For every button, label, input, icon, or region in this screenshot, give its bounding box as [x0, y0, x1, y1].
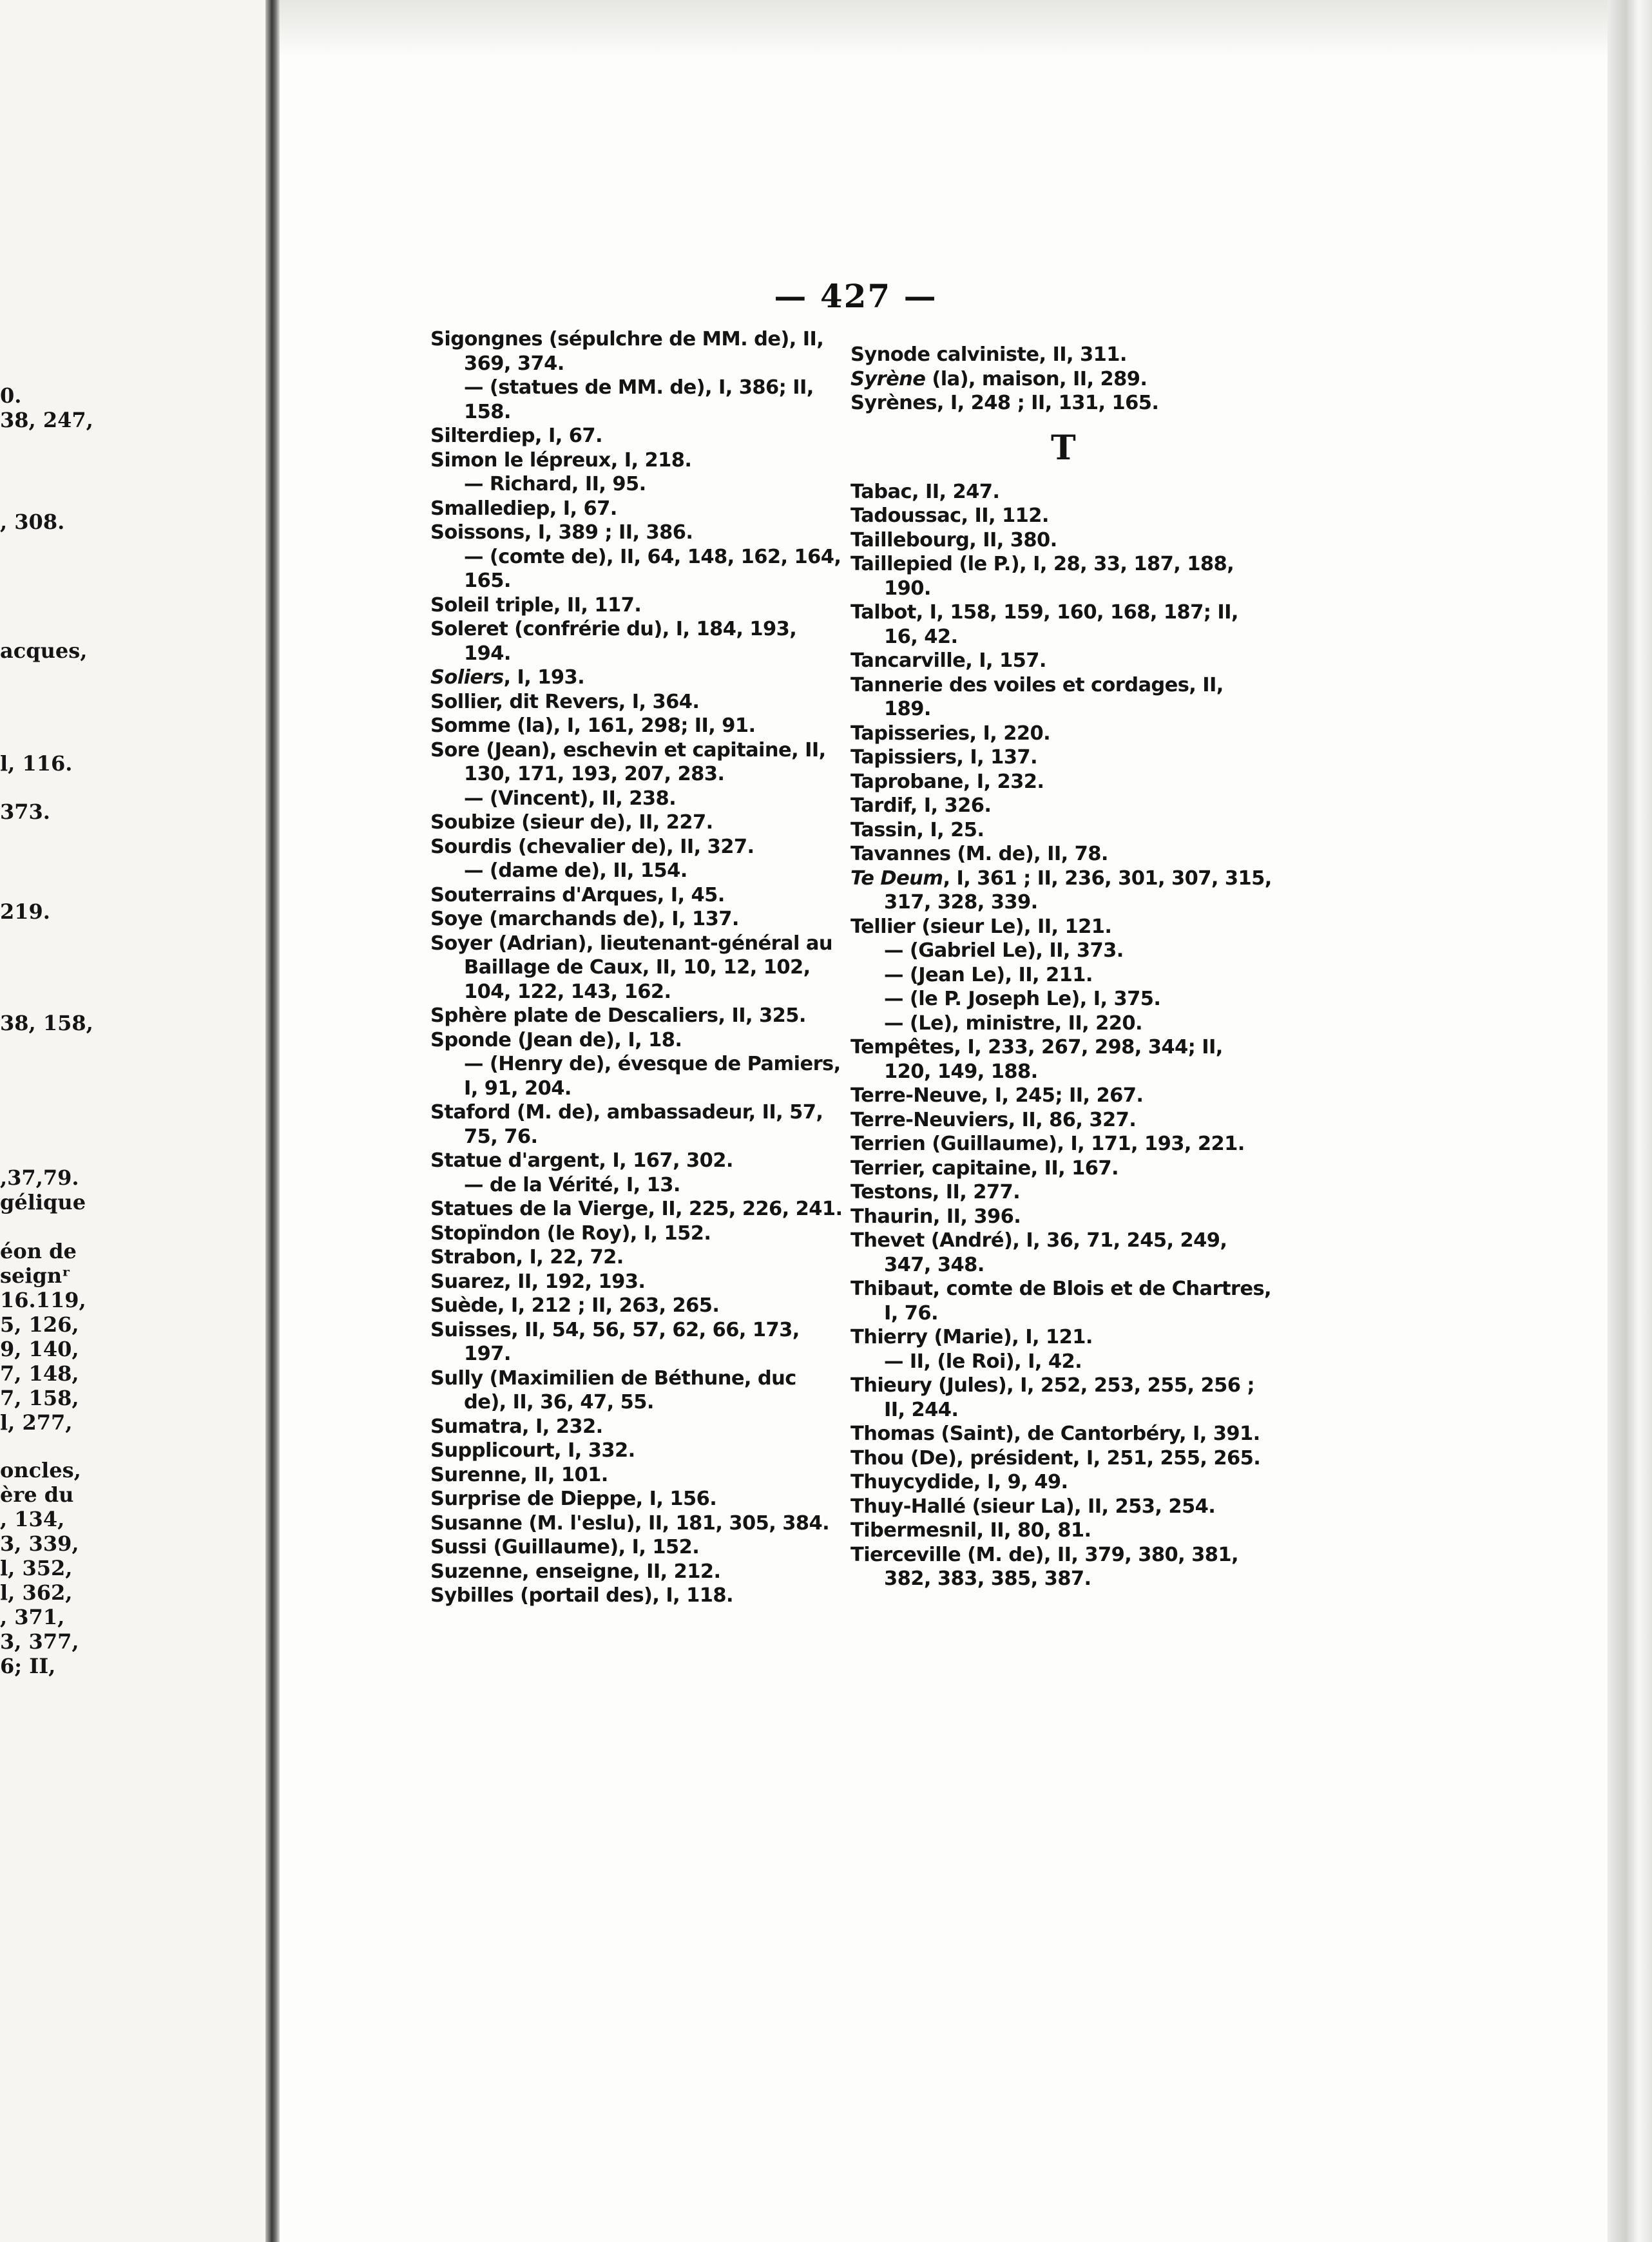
facing-page-text: oncles,	[0, 1458, 81, 1482]
facing-page-text: 38, 158,	[0, 1011, 93, 1035]
index-entry: Smallediep, I, 67.	[430, 497, 617, 520]
index-entry: Sussi (Guillaume), I, 152.	[430, 1536, 700, 1558]
index-entry: Tavannes (M. de), II, 78.	[850, 843, 1108, 865]
facing-page-text: l, 352,	[0, 1556, 73, 1580]
index-entry: Talbot, I, 158, 159, 160, 168, 187; II, 16, 42.	[850, 601, 1238, 648]
facing-page-text: éon de	[0, 1239, 77, 1263]
index-entry: Sigongnes (sépulchre de MM. de), II, 369, 374.	[430, 328, 824, 375]
index-entry	[850, 367, 1276, 392]
index-entry: Staford (M. de), ambassadeur, II, 57, 75, 76.	[430, 1101, 823, 1148]
index-entry: Taprobane, I, 232.	[850, 770, 1044, 793]
facing-page-text: 5, 126,	[0, 1312, 79, 1337]
index-entry: Susanne (M. l'eslu), II, 181, 305, 384.	[430, 1511, 830, 1535]
facing-page-text: 6; II,	[0, 1654, 56, 1678]
index-entry: Soleil triple, II, 117.	[430, 593, 642, 617]
italic-term: Syrène	[850, 367, 926, 390]
facing-page-text: acques,	[0, 638, 88, 663]
index-entry: Tibermesnil, II, 80, 81.	[850, 1519, 1091, 1542]
index-entry: Thibaut, comte de Blois et de Chartres, I, 76.	[850, 1278, 1271, 1325]
facing-page-text: 9, 140,	[0, 1337, 79, 1361]
index-entry: Thou (De), président, I, 251, 255, 265.	[850, 1446, 1261, 1470]
index-entry: Terre-Neuviers, II, 86, 327.	[850, 1108, 1137, 1131]
facing-page-text: 7, 158,	[0, 1386, 79, 1410]
index-entry: Soyer (Adrian), lieutenant-général au Baillage de Caux, II, 10, 12, 102, 104, 122, 143, 162.	[430, 932, 832, 1003]
facing-page-text: l, 362,	[0, 1580, 73, 1605]
index-entry: Supplicourt, I, 332.	[430, 1439, 635, 1462]
index-entry: Thuycydide, I, 9, 49.	[850, 1471, 1068, 1493]
index-column-right	[850, 343, 1276, 1591]
index-entry: Tancarville, I, 157.	[850, 649, 1046, 672]
index-entry: Soissons, I, 389 ; II, 386.	[430, 521, 693, 544]
facing-page-text: 3, 339,	[0, 1531, 79, 1556]
index-subentry: — (Gabriel Le), II, 373.	[884, 939, 1124, 962]
index-entries-s-continued	[850, 343, 1276, 416]
page-number: — 427 —	[774, 277, 937, 315]
index-entry: Terrien (Guillaume), I, 171, 193, 221.	[850, 1133, 1245, 1155]
facing-page-text: gélique	[0, 1190, 86, 1214]
index-subentry: — (statues de MM. de), I, 386; II, 158.	[464, 376, 814, 423]
facing-page-text: seignʳ	[0, 1263, 71, 1288]
index-entry: Sully (Maximilien de Béthune, duc de), II, 36, 47, 55.	[430, 1366, 796, 1413]
facing-page-fragment	[0, 0, 267, 2242]
index-subentry: — (comte de), II, 64, 148, 162, 164, 165.	[464, 545, 841, 592]
index-entry: Taillebourg, II, 380.	[850, 528, 1057, 551]
index-subentry: — (Jean Le), II, 211.	[884, 963, 1093, 986]
italic-term: Te Deum	[850, 867, 943, 890]
index-subentry: — (Henry de), évesque de Pamiers, I, 91, 204.	[464, 1053, 841, 1100]
facing-page-text: ,37,79.	[0, 1165, 79, 1190]
index-entry: Testons, II, 277.	[850, 1181, 1021, 1203]
index-entry: Strabon, I, 22, 72.	[430, 1246, 624, 1269]
index-entry: Tassin, I, 25.	[850, 818, 984, 841]
index-entry	[430, 666, 843, 690]
facing-page-text: 7, 148,	[0, 1361, 79, 1386]
index-entry: Tardif, I, 326.	[850, 794, 992, 817]
page-top-shadow	[280, 0, 1608, 58]
index-subentry: — II, (le Roi), I, 42.	[884, 1350, 1082, 1373]
index-entry: Sponde (Jean de), I, 18.	[430, 1028, 682, 1051]
index-entry: Terrier, capitaine, II, 167.	[850, 1156, 1119, 1180]
index-entry: Tempêtes, I, 233, 267, 298, 344; II, 120, 149, 188.	[850, 1036, 1223, 1083]
index-entry: Thevet (André), I, 36, 71, 245, 249, 347, 348.	[850, 1229, 1227, 1276]
index-entry: Surenne, II, 101.	[430, 1463, 608, 1486]
entry-references: , I, 361 ; II, 236, 301, 307, 315, 317, 328, 339.	[884, 867, 1272, 914]
index-entry: Terre-Neuve, I, 245; II, 267.	[850, 1084, 1144, 1107]
index-entry: Tapisseries, I, 220.	[850, 722, 1051, 745]
index-entry: Souterrains d'Arques, I, 45.	[430, 883, 725, 906]
index-entry: Tierceville (M. de), II, 379, 380, 381, 382, 383, 385, 387.	[850, 1543, 1238, 1590]
index-entry: Tannerie des voiles et cordages, II, 189.	[850, 673, 1224, 720]
index-entry: Thierry (Marie), I, 121.	[850, 1326, 1093, 1348]
index-entry: Somme (la), I, 161, 298; II, 91.	[430, 714, 756, 737]
entry-references: (la), maison, II, 289.	[925, 367, 1148, 390]
index-entry: Suzenne, enseigne, II, 212.	[430, 1560, 721, 1583]
index-entry: Sphère plate de Descaliers, II, 325.	[430, 1004, 806, 1027]
index-entry: Tadoussac, II, 112.	[850, 504, 1049, 527]
facing-page-text: 0.	[0, 383, 22, 408]
index-entry: Thieury (Jules), I, 252, 253, 255, 256 ; II, 244.	[850, 1374, 1254, 1421]
facing-page-text: l, 116.	[0, 751, 73, 776]
index-entry: Statue d'argent, I, 167, 302.	[430, 1149, 733, 1172]
book-gutter	[265, 0, 280, 2242]
facing-page-text: 3, 377,	[0, 1629, 79, 1654]
facing-page-text: , 134,	[0, 1507, 65, 1531]
index-entry: Thaurin, II, 396.	[850, 1205, 1021, 1228]
index-column-left	[430, 327, 843, 1608]
index-entry: Sumatra, I, 232.	[430, 1415, 603, 1438]
index-entry: Tabac, II, 247.	[850, 480, 1000, 503]
index-entry: Syrènes, I, 248 ; II, 131, 165.	[850, 392, 1159, 414]
facing-page-text: , 308.	[0, 510, 65, 534]
index-entry: Taillepied (le P.), I, 28, 33, 187, 188, 190.	[850, 553, 1234, 600]
index-entry: Tapissiers, I, 137.	[850, 746, 1037, 769]
index-entries-t	[850, 480, 1276, 1591]
index-subentry: — de la Vérité, I, 13.	[464, 1173, 680, 1196]
index-entry: Statues de la Vierge, II, 225, 226, 241.	[430, 1198, 843, 1220]
page-right-edge	[1608, 0, 1652, 2242]
index-entry: Sore (Jean), eschevin et capitaine, II, 130, 171, 193, 207, 283.	[430, 738, 826, 785]
index-entry	[850, 867, 1276, 915]
entry-references: , I, 193.	[503, 666, 585, 689]
facing-page-text: 16.119,	[0, 1288, 86, 1312]
section-letter: T	[1050, 428, 1076, 468]
facing-page-text: 373.	[0, 800, 50, 824]
index-entry: Suarez, II, 192, 193.	[430, 1270, 646, 1293]
index-subentry: — (dame de), II, 154.	[464, 859, 687, 882]
index-entry: Sourdis (chevalier de), II, 327.	[430, 835, 754, 858]
italic-term: Soliers	[430, 666, 504, 689]
index-entry: Suisses, II, 54, 56, 57, 62, 66, 173, 197.	[430, 1318, 800, 1365]
index-entry: Simon le lépreux, I, 218.	[430, 448, 692, 472]
index-subentry: — (Vincent), II, 238.	[464, 787, 677, 810]
index-entry: Thuy-Hallé (sieur La), II, 253, 254.	[850, 1495, 1216, 1518]
index-entry: Surprise de Dieppe, I, 156.	[430, 1488, 717, 1510]
index-entry: Soleret (confrérie du), I, 184, 193, 194.	[430, 618, 797, 665]
facing-page-text: ère du	[0, 1482, 74, 1507]
index-subentry: — (Le), ministre, II, 220.	[884, 1011, 1142, 1035]
index-entry: Soubize (sieur de), II, 227.	[430, 811, 713, 834]
index-entry: Soye (marchands de), I, 137.	[430, 908, 739, 930]
facing-page-text: 38, 247,	[0, 408, 93, 432]
facing-page-text: 219.	[0, 899, 50, 924]
index-subentry: — (le P. Joseph Le), I, 375.	[884, 988, 1161, 1010]
index-entry: Stopïndon (le Roy), I, 152.	[430, 1222, 711, 1245]
facing-page-text: l, 277,	[0, 1410, 73, 1435]
facing-page-text: , 371,	[0, 1605, 65, 1629]
index-subentry: — Richard, II, 95.	[464, 473, 646, 495]
index-entry: Thomas (Saint), de Cantorbéry, I, 391.	[850, 1423, 1260, 1445]
index-entry: Silterdiep, I, 67.	[430, 425, 602, 447]
index-entry: Sybilles (portail des), I, 118.	[430, 1584, 733, 1607]
index-entry: Synode calviniste, II, 311.	[850, 343, 1127, 366]
index-entry: Suède, I, 212 ; II, 263, 265.	[430, 1294, 720, 1317]
index-entry: Sollier, dit Revers, I, 364.	[430, 690, 700, 713]
index-entry: Tellier (sieur Le), II, 121.	[850, 915, 1112, 938]
